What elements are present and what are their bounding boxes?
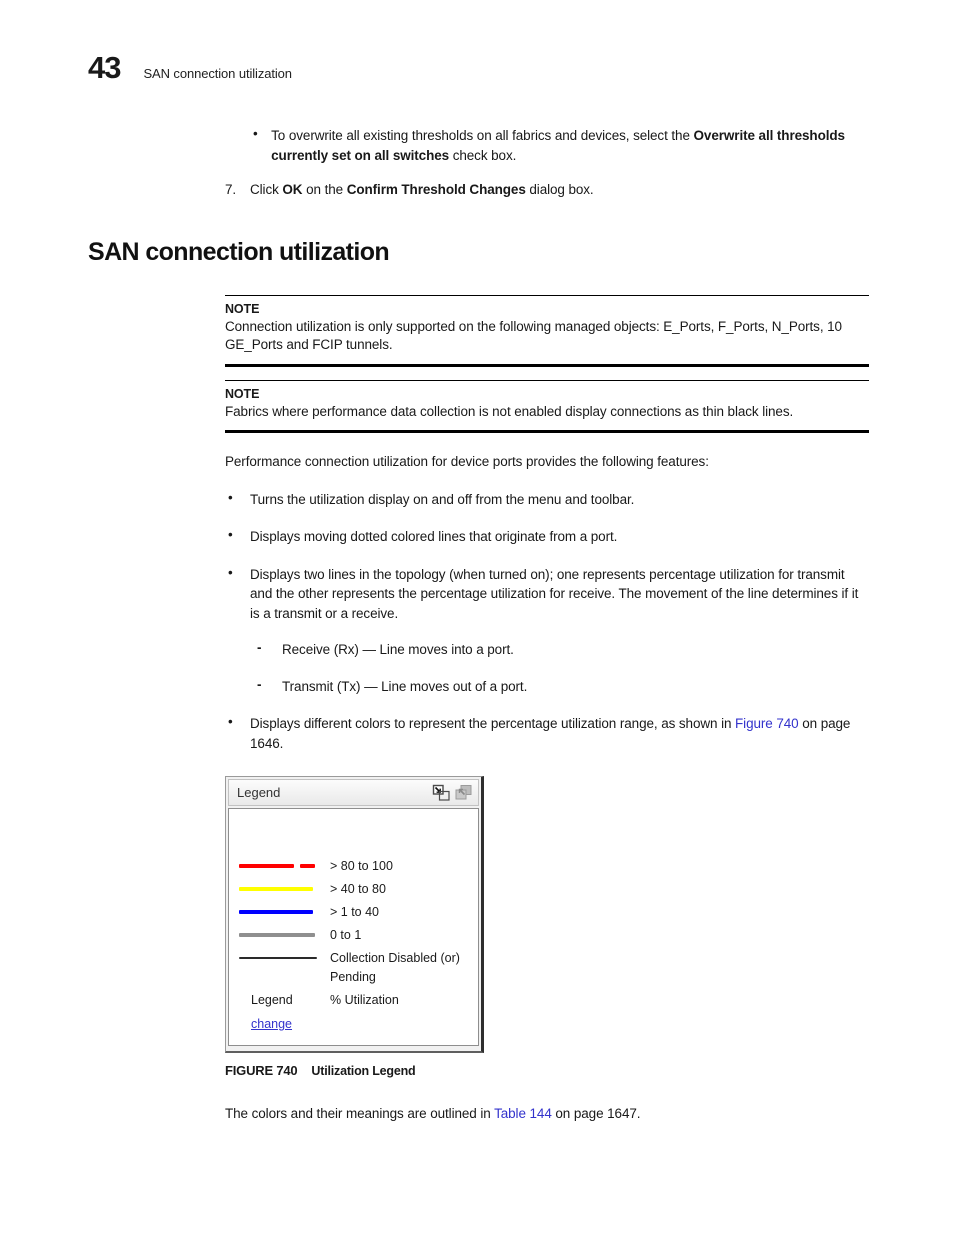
running-header [0, 0, 954, 86]
running-header-title: SAN connection utilization [143, 66, 292, 81]
legend-window-content [228, 808, 479, 1046]
prelude-bullet-text [271, 126, 868, 165]
feature-text: Turns the utilization display on and off from the menu and toolbar. [250, 491, 635, 507]
dash-marker: - [257, 676, 262, 692]
legend-row-label-line1: Collection Disabled (or) [330, 951, 460, 965]
legend-row [239, 905, 478, 919]
list-item [225, 490, 954, 510]
legend-row-label: > 1 to 40 [330, 905, 379, 919]
feature-list [225, 490, 954, 754]
bullet-marker: • [228, 489, 233, 505]
feature-text: Displays two lines in the topology (when turned on); one represents percentage utilization for transmit and the other represents the percentage utilization for receive. The movement of the line determines if it is a transmit or a receive. [250, 566, 859, 621]
utilization-line-yellow [239, 882, 330, 896]
sub-item-text: Receive (Rx) — Line moves into a port. [282, 642, 514, 657]
legend-row-label: 0 to 1 [330, 928, 362, 942]
legend-footer-row [239, 993, 478, 1007]
feature-text-with-link [250, 714, 864, 753]
step-number: 7. [225, 182, 237, 197]
list-item [225, 565, 954, 624]
legend-change-row [251, 1017, 478, 1031]
legend-window-title: Legend [237, 785, 281, 800]
note-box-2 [225, 380, 869, 434]
note-label: NOTE [225, 301, 260, 316]
features-lead-paragraph: Performance connection utilization for device ports provides the following features: [225, 454, 709, 469]
bullet-marker: • [228, 564, 233, 580]
sub-list-item [257, 677, 954, 697]
list-item [225, 527, 954, 547]
prelude-bullet-bold: Overwrite all thresholds currently set on all switches [271, 128, 845, 163]
prelude-bullet-post: check box. [449, 147, 517, 163]
legend-row-label: > 40 to 80 [330, 882, 386, 896]
figure-label: FIGURE 740 [225, 1063, 298, 1078]
utilization-line-gray [239, 928, 330, 942]
legend-window-titlebar [228, 779, 479, 806]
section-title: SAN connection utilization [88, 237, 390, 266]
step-7-item [225, 180, 865, 200]
detach-window-icon[interactable] [430, 783, 452, 803]
step-pre: Click [250, 182, 283, 197]
attach-window-icon[interactable] [452, 783, 474, 803]
figure-caption-text: Utilization Legend [311, 1064, 416, 1078]
utilization-line-blue [239, 905, 330, 919]
note-text: Connection utilization is only supported on the following managed objects: E_Ports, F_Ports, N_Ports, 10 GE_Ports and FCIP tunnels. [225, 318, 842, 352]
chapter-number: 43 [88, 50, 121, 85]
legend-row-label [330, 951, 460, 984]
legend-row [239, 951, 478, 984]
prelude-bullet-pre: To overwrite all existing thresholds on all fabrics and devices, select the [271, 128, 694, 143]
dash-marker: - [257, 640, 262, 655]
legend-row [239, 928, 478, 942]
utilization-line-red-dashed [239, 859, 330, 873]
utilization-line-black-thin [239, 951, 330, 965]
step-7-text [250, 180, 594, 200]
bullet-marker: • [228, 714, 233, 729]
bullet-marker: • [228, 527, 233, 542]
step-ok-bold: OK [282, 182, 303, 197]
closing-pre: The colors and their meanings are outlined in [225, 1106, 495, 1121]
legend-footer-right: % Utilization [330, 993, 399, 1007]
legend-footer-left: Legend [251, 993, 293, 1007]
step-dialog-bold: Confirm Threshold Changes [346, 182, 526, 197]
feature-link-post: on page 1646. [250, 716, 851, 751]
bullet-marker: • [253, 126, 258, 141]
legend-window [225, 776, 484, 1053]
feature-text: Displays moving dotted colored lines that originate from a port. [250, 529, 618, 544]
list-item [225, 714, 954, 753]
sub-list-item [257, 640, 954, 660]
figure-caption [225, 1063, 954, 1078]
prelude-bullet-item [253, 126, 868, 165]
step-mid: on the [302, 182, 347, 197]
feature-link-pre: Displays different colors to represent the percentage utilization range, as shown in [250, 716, 736, 731]
closing-post: on page 1647. [551, 1106, 641, 1121]
figure-740-link[interactable]: Figure 740 [735, 716, 799, 731]
legend-row-label: > 80 to 100 [330, 859, 393, 873]
step-post: dialog box. [525, 182, 594, 197]
note-label: NOTE [225, 386, 260, 401]
legend-row [239, 882, 478, 896]
legend-row [239, 859, 478, 873]
legend-row-label-line2: Pending [330, 970, 376, 984]
note-text: Fabrics where performance data collection is not enabled display connections as thin black lines. [225, 403, 794, 419]
note-box-1 [225, 295, 869, 367]
sub-item-text: Transmit (Tx) — Line moves out of a port. [282, 678, 528, 694]
closing-paragraph [225, 1104, 885, 1124]
table-144-link[interactable]: Table 144 [494, 1106, 552, 1121]
change-link[interactable]: change [251, 1017, 293, 1031]
